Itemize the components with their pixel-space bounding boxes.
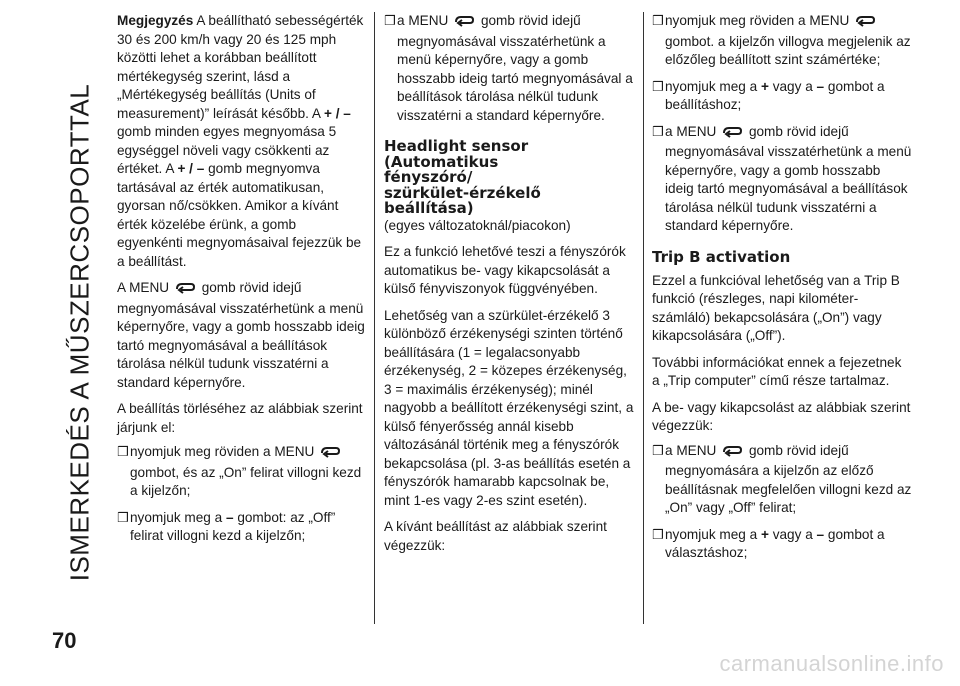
paragraph: További információkat ennek a fejezetnek a „Trip computer” című része tartalmaz. xyxy=(652,354,902,388)
text: nyomjuk meg a xyxy=(665,78,758,94)
plus-symbol: + xyxy=(760,526,769,542)
paragraph: Lehetőség van a szürkület-érzékelő 3 különböző érzékenységi szinten történő beállítására (1 = legalacsonyabb érzékenység, 2 = közepes érzékenység, 3 = maximális érzékenység); minél nagyobb a beállított érzékenységi szint, a külső fényerősség annál kisebb változásánál történik meg a fényszórók bekapcsolása (pl. 3-as beállítás esetén a fényszórók hamarabb kapcsolnak be, mint 1-es vagy 2-es szint esetén). xyxy=(384,307,634,508)
bullet-box-icon: ❒ xyxy=(652,442,664,458)
paragraph xyxy=(117,279,365,392)
list-item xyxy=(652,526,912,563)
list-item xyxy=(652,12,912,70)
list-item-text xyxy=(130,509,365,546)
menu-return-arrow-icon xyxy=(174,281,196,300)
menu-return-arrow-icon xyxy=(854,14,876,33)
note-text-c: gomb megnyomva tartásával az érték automatikusan, gyorsan nő/csökken. Amikor a kívánt érték közelébe érünk, a gomb egyenkénti megnyomásaival fejezzük be a beállítást. xyxy=(117,161,362,269)
note-paragraph xyxy=(117,12,365,271)
menu-return-arrow-icon xyxy=(453,14,475,33)
section-subtitle: (egyes változatoknál/piacokon) xyxy=(384,217,571,233)
page-number: 70 xyxy=(52,628,77,653)
list-item xyxy=(117,443,365,501)
text: nyomjuk meg a xyxy=(130,509,223,525)
text: gomb rövid idejű megnyomásával visszatérhetünk a menü képernyőre, vagy a gomb hosszabb ideig tartó megnyomásával a beállítások tárolása nélkül tudunk visszatérni a standard képernyőre. xyxy=(665,123,912,233)
heading-line: fényszóró/ xyxy=(384,168,473,186)
menu-return-arrow-icon xyxy=(721,125,743,144)
column-divider-2 xyxy=(643,12,644,624)
text: a MENU xyxy=(665,123,717,139)
list-item-text xyxy=(130,443,365,501)
text: A MENU xyxy=(117,280,170,295)
note-text-a: A beállítható sebességérték 30 és 200 km/h vagy 20 és 125 mph közötti lehet a korábban beállított mértékegység szerint, lásd a „Mértékegység beállítás (Units of measurement)” leírását később. A xyxy=(117,13,364,121)
heading-line: Headlight sensor xyxy=(384,137,529,155)
column-divider-1 xyxy=(374,12,375,624)
text: gomb rövid idejű megnyomásával visszatérhetünk a menü képernyőre, vagy a gomb hosszabb ideig tartó megnyomásával a beállítások tárolása nélkül tudunk visszatérni a standard képernyőre. xyxy=(397,13,633,123)
minus-symbol: – xyxy=(225,509,234,525)
text-column-2 xyxy=(384,12,634,563)
chapter-side-title xyxy=(60,12,100,652)
heading-line: (Automatikus xyxy=(384,152,499,171)
plus-minus-symbol: + / – xyxy=(177,161,205,176)
note-label: Megjegyzés xyxy=(117,13,194,28)
heading-line: beállítása) xyxy=(384,199,474,217)
list-item-text xyxy=(665,526,912,563)
bullet-box-icon: ❒ xyxy=(117,509,129,525)
bullet-box-icon: ❒ xyxy=(652,123,664,139)
list-item xyxy=(652,442,912,518)
text: a MENU xyxy=(665,442,717,458)
paragraph: Ezzel a funkcióval lehetőség van a Trip B funkció (részleges, napi kilométer-számláló) bekapcsolására („On”) vagy kikapcsolására („Off”). xyxy=(652,272,900,343)
watermark: carmanualsonline.info xyxy=(719,651,944,676)
minus-symbol: – xyxy=(816,78,825,94)
plus-symbol: + xyxy=(760,78,769,94)
bullet-box-icon: ❒ xyxy=(652,78,664,94)
list-item-text xyxy=(665,78,912,115)
bullet-box-icon: ❒ xyxy=(384,13,396,28)
paragraph: A kívánt beállítást az alábbiak szerint végezzük: xyxy=(384,519,607,553)
plus-minus-symbol: + / – xyxy=(324,105,351,121)
list-item xyxy=(652,78,912,115)
list-item-text xyxy=(665,442,912,518)
section-heading xyxy=(384,139,634,217)
text: vagy a xyxy=(772,526,813,542)
text: gomb rövid idejű megnyomásával visszatérhetünk a menü képernyőre, vagy a gomb hosszabb ideig tartó megnyomásával a beállítások tárolása nélkül tudunk visszatérni a standard képernyőre. xyxy=(117,280,365,390)
note-text-b: gomb minden egyes megnyomása 5 egységgel növeli vagy csökkenti az értéket. A xyxy=(117,124,337,176)
section-heading: Trip B activation xyxy=(652,247,791,266)
text: nyomjuk meg röviden a MENU xyxy=(130,444,315,459)
bullet-box-icon: ❒ xyxy=(117,444,129,459)
menu-return-arrow-icon xyxy=(319,445,341,464)
list-item-text xyxy=(665,12,912,70)
bullet-box-icon: ❒ xyxy=(652,13,664,28)
heading-line: szürkület-érzékelő xyxy=(384,183,541,202)
bullet-box-icon: ❒ xyxy=(652,526,664,542)
text: gombot a beállításhoz; xyxy=(665,78,885,112)
text: gomb rövid idejű megnyomására a kijelzőn az előző beállításnak megfelelően villogni kezd az „On” vagy „Off” felirat; xyxy=(665,442,912,515)
text: gombot a választáshoz; xyxy=(665,526,885,560)
text: nyomjuk meg röviden a MENU xyxy=(665,13,850,28)
chapter-side-title-text: ISMERKEDÉS A MŰSZERCSOPORTTAL xyxy=(64,83,95,581)
text: nyomjuk meg a xyxy=(665,526,758,542)
text: a MENU xyxy=(397,13,449,28)
minus-symbol: – xyxy=(816,526,825,542)
text-column-1 xyxy=(117,12,365,554)
paragraph: A beállítás törléséhez az alábbiak szerint járjunk el: xyxy=(117,401,363,435)
list-item xyxy=(652,123,912,236)
list-item-text xyxy=(397,12,634,125)
text-column-3 xyxy=(652,12,912,571)
list-item-text xyxy=(665,123,912,236)
paragraph: Ez a funkció lehetővé teszi a fényszórók automatikus be- vagy kikapcsolását a külső fényviszonyok függvényében. xyxy=(384,244,626,296)
text: vagy a xyxy=(772,78,813,94)
text: gombot: az „Off” felirat villogni kezd a kijelzőn; xyxy=(130,509,336,543)
menu-return-arrow-icon xyxy=(721,444,743,463)
paragraph: A be- vagy kikapcsolást az alábbiak szerint végezzük: xyxy=(652,399,911,433)
text: gombot. a kijelzőn villogva megjelenik az előzőleg beállított szint számértéke; xyxy=(665,33,911,67)
list-item xyxy=(384,12,634,125)
list-item xyxy=(117,509,365,546)
text: gombot, és az „On” felirat villogni kezd a kijelzőn; xyxy=(130,464,362,498)
